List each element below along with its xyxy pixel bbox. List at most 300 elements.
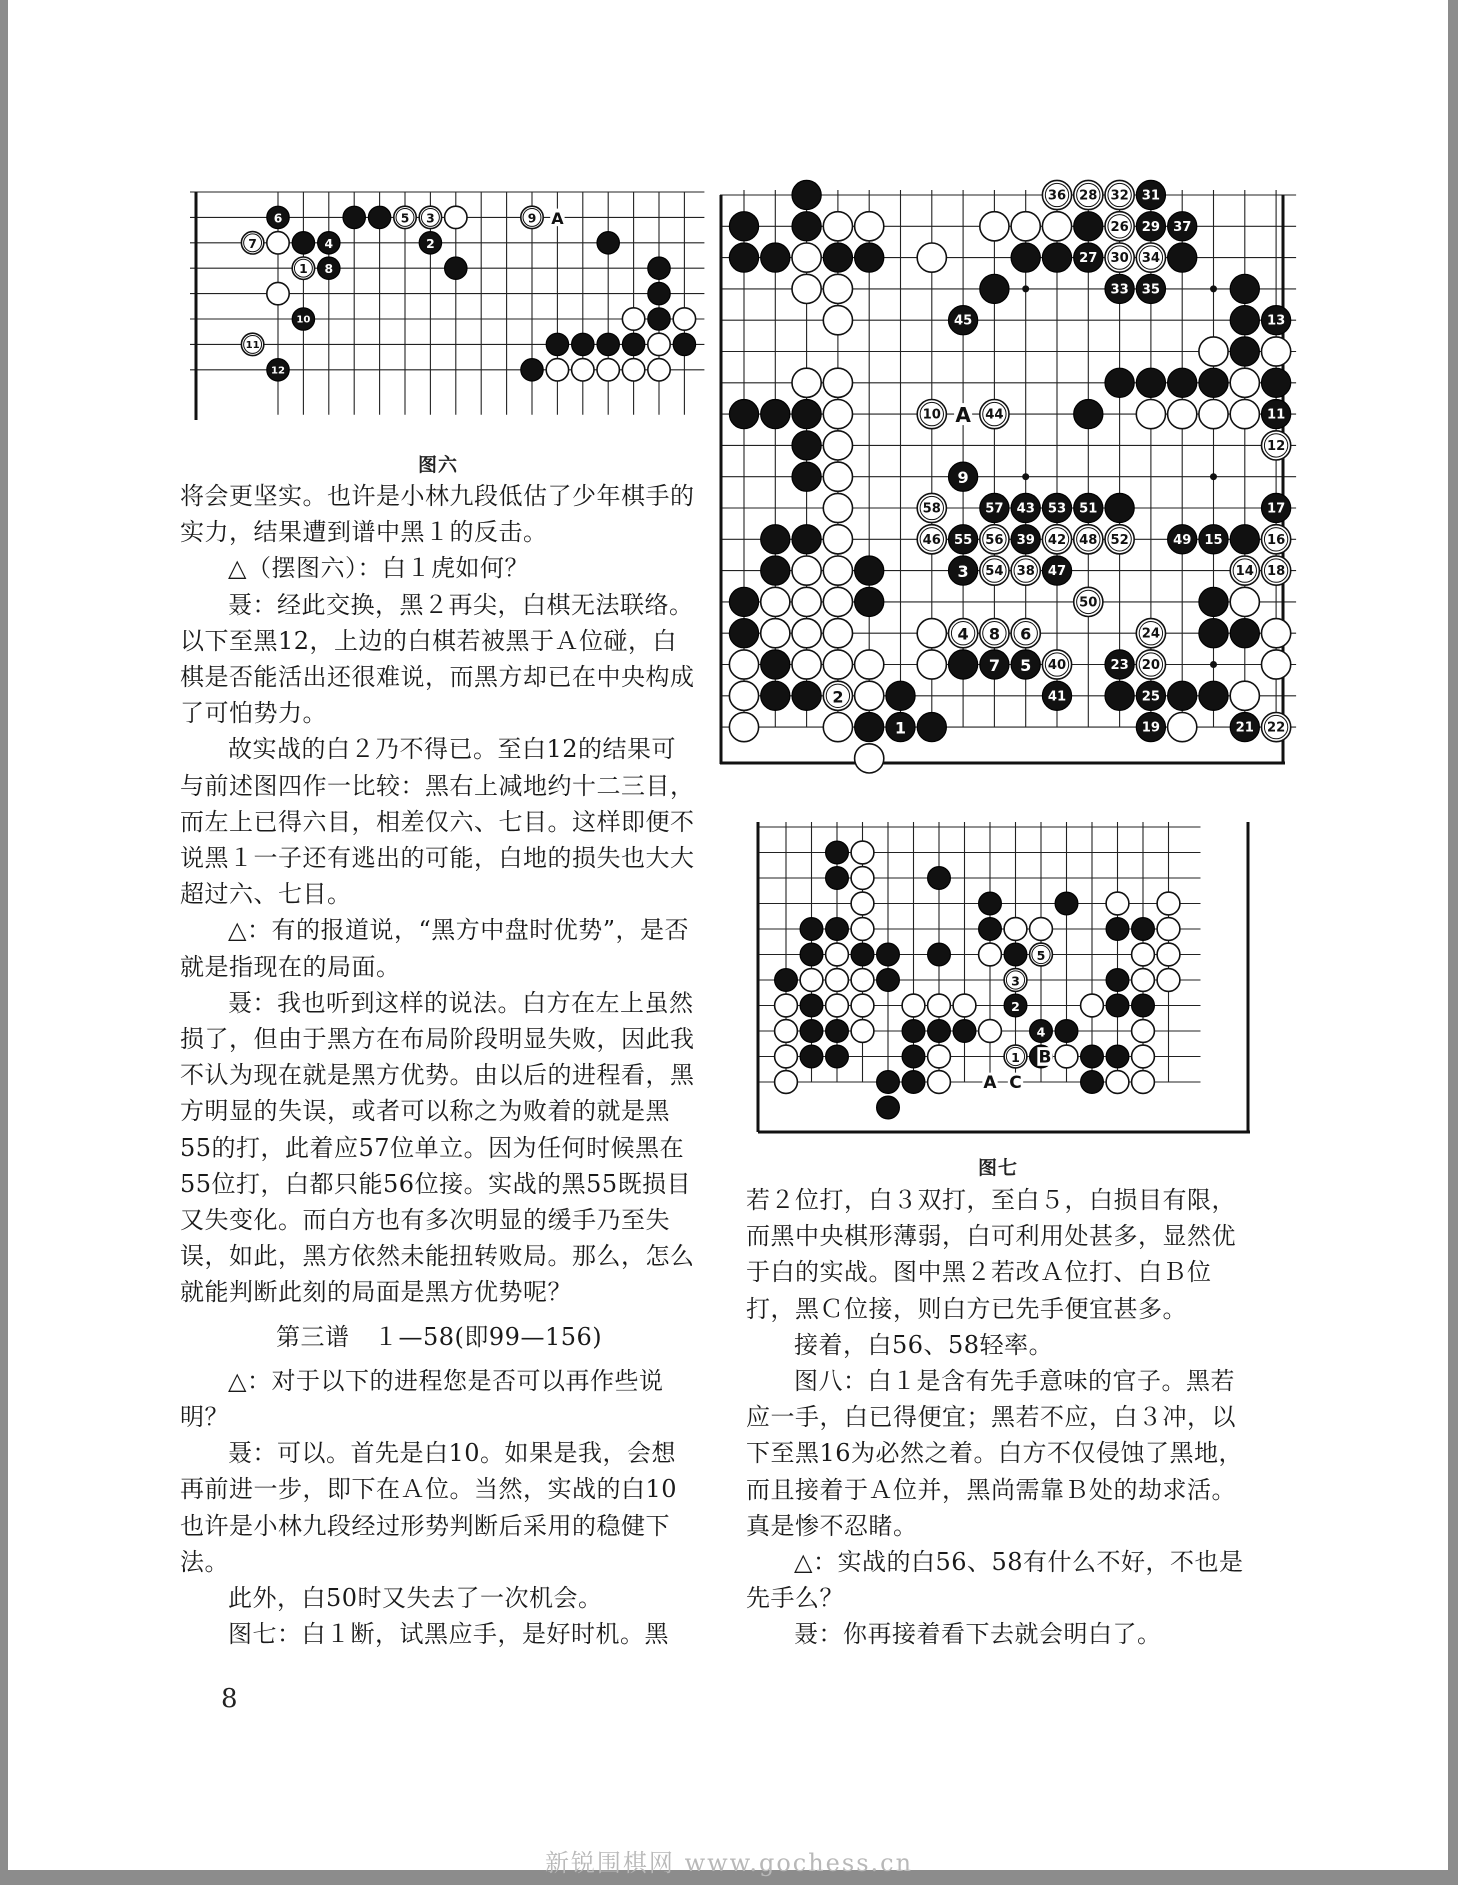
white-stone	[775, 1045, 798, 1068]
move-number: 56	[985, 532, 1004, 548]
white-stone	[823, 400, 852, 429]
black-stone	[597, 232, 619, 254]
move-number: 6	[1020, 624, 1032, 644]
star-point	[1210, 285, 1217, 292]
white-stone	[928, 1045, 951, 1068]
black-stone	[761, 650, 790, 679]
black-stone	[800, 994, 823, 1017]
move-number: 20	[1141, 658, 1161, 673]
black-stone	[761, 400, 790, 429]
move-number: 29	[1141, 219, 1161, 235]
go-diagram-fig7	[758, 822, 1258, 1147]
go-board-main	[720, 190, 1285, 780]
white-stone	[1168, 713, 1197, 742]
black-stone	[877, 1071, 900, 1094]
white-stone	[1004, 918, 1027, 941]
black-stone	[877, 943, 900, 966]
move-number: 52	[1110, 532, 1129, 548]
black-stone	[851, 943, 874, 966]
black-stone	[826, 1020, 849, 1043]
black-stone	[1199, 368, 1228, 397]
white-stone	[823, 212, 852, 241]
white-stone	[1030, 918, 1053, 941]
move-number: 14	[1235, 564, 1254, 580]
paragraph: 聂：可以。首先是白10。如果是我，会想再前进一步，即下在Ａ位。当然，实战的白10也许是小林九段经过形势判断后采用的稳健下法。	[180, 1439, 678, 1576]
move-number: 31	[1141, 188, 1161, 204]
white-stone	[928, 994, 951, 1017]
move-number: 25	[1141, 689, 1161, 705]
move-number: 11	[1266, 407, 1286, 423]
move-number: 36	[1047, 188, 1067, 204]
paragraph: △：对于以下的进程您是否可以再作些说明？	[180, 1366, 664, 1432]
black-stone	[761, 525, 790, 554]
board-grid	[190, 192, 704, 420]
white-stone	[775, 994, 798, 1017]
point-label: A	[551, 208, 564, 228]
move-number: 8	[988, 624, 1000, 644]
move-number: 19	[1141, 720, 1161, 736]
white-stone	[775, 1020, 798, 1043]
paragraph: 若２位打，白３双打，至白５，白损目有限，而黑中央棋形薄弱，白可利用处甚多，显然优于白的实战。图中黑２若改Ａ位打、白Ｂ位打，黑Ｃ位接，则白方已先手便宜甚多。	[746, 1186, 1236, 1323]
white-stone	[823, 306, 852, 335]
black-stone	[980, 274, 1009, 303]
page-number: 8	[221, 1684, 238, 1714]
black-stone	[1136, 368, 1165, 397]
black-stone	[1055, 892, 1078, 915]
black-stone	[1230, 306, 1259, 335]
move-number: 42	[1047, 532, 1067, 548]
move-number: 53	[1047, 501, 1067, 517]
white-stone	[1230, 368, 1259, 397]
white-stone	[851, 867, 874, 890]
move-number: 1	[1011, 1050, 1020, 1065]
move-number: 27	[1079, 251, 1098, 267]
move-number: 57	[985, 501, 1004, 517]
move-number: 2	[1011, 999, 1020, 1014]
white-stone	[792, 587, 821, 616]
black-stone	[800, 1045, 823, 1068]
white-stone	[855, 681, 884, 710]
move-number: 3	[1011, 973, 1020, 989]
move-number: 43	[1016, 501, 1035, 517]
black-stone	[729, 400, 758, 429]
black-stone	[1230, 619, 1259, 648]
star-point	[1210, 661, 1217, 668]
white-stone	[1262, 337, 1291, 366]
move-number: 3	[957, 562, 969, 582]
point-label: A	[955, 403, 971, 428]
move-number: 3	[426, 211, 435, 226]
white-stone	[1132, 943, 1155, 966]
black-stone	[826, 841, 849, 864]
white-stone	[1042, 212, 1071, 241]
white-stone	[823, 713, 852, 742]
white-stone	[267, 232, 289, 254]
black-stone	[902, 1045, 925, 1068]
move-number: 18	[1266, 564, 1286, 580]
white-stone	[823, 587, 852, 616]
move-number: 6	[273, 211, 283, 226]
black-stone	[886, 681, 915, 710]
white-stone	[1011, 212, 1040, 241]
watermark-footer: 新锐围棋网 www.gochess.cn	[544, 1849, 914, 1877]
white-stone	[823, 368, 852, 397]
white-stone	[648, 359, 670, 381]
white-stone	[1055, 1045, 1078, 1068]
black-stone	[1042, 243, 1071, 272]
go-board-fig6	[190, 190, 690, 430]
book-page	[8, 0, 1448, 1870]
white-stone	[1132, 969, 1155, 992]
move-number: 10	[296, 314, 311, 326]
black-stone	[1230, 337, 1259, 366]
white-stone	[800, 969, 823, 992]
white-stone	[823, 493, 852, 522]
black-stone	[729, 243, 758, 272]
move-number: 12	[270, 365, 286, 377]
section-heading: 第三谱 １—58(即99—156)	[276, 1322, 603, 1351]
white-stone	[1262, 650, 1291, 679]
black-stone	[1168, 681, 1197, 710]
black-stone	[826, 867, 849, 890]
move-number: 13	[1266, 313, 1286, 329]
white-stone	[1106, 1071, 1129, 1094]
white-stone	[823, 462, 852, 491]
move-number: 22	[1266, 720, 1286, 736]
star-point	[1210, 473, 1217, 480]
paragraph: 此外，白50时又失去了一次机会。	[228, 1584, 603, 1613]
black-stone	[928, 1020, 951, 1043]
white-stone	[1168, 400, 1197, 429]
point-label: A	[983, 1073, 997, 1093]
move-number: 5	[1020, 656, 1032, 675]
white-stone	[1157, 892, 1180, 915]
black-stone	[1199, 681, 1228, 710]
white-stone	[855, 212, 884, 241]
move-number: 34	[1141, 251, 1161, 267]
black-stone	[761, 681, 790, 710]
white-stone	[792, 243, 821, 272]
black-stone	[1262, 368, 1291, 397]
white-stone	[851, 969, 874, 992]
move-number: 58	[922, 501, 941, 517]
black-stone	[800, 918, 823, 941]
black-stone	[877, 1096, 900, 1119]
white-stone	[917, 619, 946, 648]
white-stone	[1230, 587, 1259, 616]
white-stone	[823, 274, 852, 303]
white-stone	[823, 650, 852, 679]
move-number: 1	[299, 262, 308, 277]
black-stone	[775, 969, 798, 992]
move-number: 9	[957, 468, 969, 488]
black-stone	[1105, 493, 1134, 522]
black-stone	[792, 681, 821, 710]
move-number: 5	[1036, 948, 1046, 963]
white-stone	[572, 359, 594, 381]
black-stone	[761, 243, 790, 272]
white-stone	[597, 359, 619, 381]
black-stone	[521, 359, 543, 381]
move-number: 40	[1047, 658, 1067, 673]
paragraph: △（摆图六）：白１虎如何？	[228, 554, 529, 583]
black-stone	[877, 969, 900, 992]
paragraph: 接着，白56、58轻率。	[794, 1330, 1054, 1359]
white-stone	[980, 212, 1009, 241]
white-stone	[826, 969, 849, 992]
move-number: 54	[985, 564, 1004, 580]
black-stone	[1106, 918, 1129, 941]
black-stone	[823, 243, 852, 272]
black-stone	[979, 892, 1002, 915]
black-stone	[792, 212, 821, 241]
paragraph: 聂：我也听到这样的说法。白方在左上虽然损了，但由于黑方在布局阶段明显失败，因此我不认为现在就是黑方优势。由以后的进程看，黑方明显的失误，或者可以称之为败着的就是黑55的打，此着应57位单立。因为任何时候黑在55位打，白都只能56位接。实战的黑55既损目又失变化。而白方也有多次明显的缓手乃至失误，如此，黑方依然未能扭转败局。那么，怎么就能判断此刻的局面是黑方优势呢？	[180, 988, 695, 1307]
move-number: 35	[1141, 282, 1161, 298]
black-stone	[1074, 400, 1103, 429]
black-stone	[729, 587, 758, 616]
black-stone	[855, 243, 884, 272]
paragraph: 聂：你再接着看下去就会明白了。	[794, 1620, 1162, 1649]
black-stone	[1106, 994, 1129, 1017]
white-stone	[792, 650, 821, 679]
white-stone	[761, 619, 790, 648]
black-stone	[979, 918, 1002, 941]
paragraph: △：有的报道说，“黑方中盘时优势”，是否就是指现在的局面。	[180, 916, 689, 981]
move-number: 47	[1047, 564, 1067, 580]
point-label: B	[1038, 1047, 1052, 1068]
left-text-column	[180, 478, 698, 1653]
move-number: 46	[922, 532, 941, 548]
white-stone	[902, 994, 925, 1017]
paragraph: 故实战的白２乃不得已。至白12的结果可与前述图四作一比较：黑右上减地约十二三目，而左上已得六目，相差仅六、七目。这样即便不说黑１一子还有逃出的可能，白地的损失也大大超过六、七目。	[180, 735, 695, 909]
black-stone	[648, 282, 670, 304]
black-stone	[761, 556, 790, 585]
black-stone	[673, 333, 695, 355]
white-stone	[823, 556, 852, 585]
white-stone	[792, 556, 821, 585]
move-number: 4	[957, 624, 969, 644]
black-stone	[826, 1045, 849, 1068]
white-stone	[823, 619, 852, 648]
move-number: 1	[894, 718, 907, 738]
paragraph: 聂：经此交换，黑２再尖，白棋无法联络。以下至黑12，上边的白棋若被黑于Ａ位碰，白棋是否能活出还很难说，而黑方却已在中央构成了可怕势力。	[180, 590, 695, 728]
white-stone	[851, 841, 874, 864]
white-stone	[1132, 1020, 1155, 1043]
black-stone	[368, 206, 390, 228]
black-stone	[648, 308, 670, 330]
move-number: 26	[1110, 219, 1129, 235]
move-number: 2	[832, 687, 844, 707]
move-number: 41	[1047, 689, 1067, 705]
white-stone	[1132, 1071, 1155, 1094]
move-number: 38	[1016, 564, 1035, 580]
white-stone	[1136, 400, 1165, 429]
white-stone	[1081, 994, 1104, 1017]
move-number: 44	[985, 407, 1004, 423]
black-stone	[729, 619, 758, 648]
black-stone	[826, 918, 849, 941]
white-stone	[267, 282, 289, 304]
white-stone	[953, 994, 976, 1017]
white-stone	[851, 918, 874, 941]
black-stone	[1199, 587, 1228, 616]
star-point	[1022, 473, 1029, 480]
point-label: C	[1009, 1073, 1022, 1093]
go-diagram-main	[720, 190, 1285, 780]
black-stone	[1074, 212, 1103, 241]
move-number: 9	[527, 211, 537, 226]
white-stone	[851, 892, 874, 915]
white-stone	[979, 1020, 1002, 1043]
black-stone	[292, 232, 314, 254]
go-diagram-fig6	[190, 190, 690, 430]
paragraph: 将会更坚实。也许是小林九段低估了少年棋手的实力，结果遭到谱中黑１的反击。	[180, 482, 695, 547]
black-stone	[1132, 994, 1155, 1017]
black-stone	[792, 525, 821, 554]
white-stone	[1157, 969, 1180, 992]
white-stone	[792, 619, 821, 648]
white-stone	[1199, 400, 1228, 429]
figure-caption-fig7: 图七	[978, 1157, 1019, 1179]
white-stone	[729, 681, 758, 710]
black-stone	[917, 713, 946, 742]
white-stone	[979, 943, 1002, 966]
white-stone	[917, 650, 946, 679]
white-stone	[855, 650, 884, 679]
black-stone	[1105, 681, 1134, 710]
move-number: 37	[1173, 219, 1192, 235]
white-stone	[851, 994, 874, 1017]
move-number: 24	[1141, 626, 1161, 642]
white-stone	[855, 744, 884, 773]
right-text-column	[746, 1182, 1258, 1653]
move-number: 4	[1036, 1024, 1046, 1040]
move-number: 32	[1110, 188, 1129, 204]
white-stone	[1230, 400, 1259, 429]
black-stone	[1011, 243, 1040, 272]
white-stone	[1262, 619, 1291, 648]
black-stone	[1106, 1045, 1129, 1068]
black-stone	[792, 400, 821, 429]
black-stone	[792, 462, 821, 491]
black-stone	[902, 1071, 925, 1094]
black-stone	[1199, 619, 1228, 648]
move-number: 7	[988, 656, 1000, 675]
white-stone	[622, 308, 644, 330]
move-number: 23	[1110, 658, 1129, 673]
black-stone	[949, 650, 978, 679]
black-stone	[597, 333, 619, 355]
move-number: 2	[426, 236, 435, 251]
white-stone	[445, 206, 467, 228]
black-stone	[792, 431, 821, 460]
black-stone	[729, 212, 758, 241]
paragraph: △：实战的白56、58有什么不好，不也是先手么？	[746, 1548, 1244, 1613]
white-stone	[775, 1071, 798, 1094]
black-stone	[546, 333, 568, 355]
white-stone	[928, 1071, 951, 1094]
move-number: 28	[1079, 188, 1098, 204]
white-stone	[761, 587, 790, 616]
black-stone	[1132, 918, 1155, 941]
white-stone	[826, 943, 849, 966]
move-number: 7	[248, 236, 257, 251]
black-stone	[928, 943, 951, 966]
black-stone	[1230, 525, 1259, 554]
move-number: 4	[324, 236, 334, 251]
black-stone	[1081, 1071, 1104, 1094]
move-number: 5	[400, 211, 410, 226]
move-number: 21	[1235, 720, 1254, 736]
black-stone	[1081, 1045, 1104, 1068]
black-stone	[855, 713, 884, 742]
black-stone	[902, 1020, 925, 1043]
white-stone	[546, 359, 568, 381]
white-stone	[622, 359, 644, 381]
black-stone	[800, 1020, 823, 1043]
move-number: 12	[1266, 438, 1286, 454]
move-number: 30	[1110, 251, 1129, 267]
black-stone	[1105, 368, 1134, 397]
move-number: 10	[922, 407, 941, 423]
white-stone	[826, 994, 849, 1017]
move-number: 15	[1204, 532, 1223, 548]
white-stone	[792, 274, 821, 303]
white-stone	[1199, 337, 1228, 366]
black-stone	[572, 333, 594, 355]
white-stone	[1132, 1045, 1155, 1068]
black-stone	[1106, 969, 1129, 992]
white-stone	[823, 431, 852, 460]
figure-caption-fig6: 图六	[418, 454, 459, 476]
white-stone	[1106, 892, 1129, 915]
move-number: 45	[953, 313, 973, 329]
white-stone	[851, 1020, 874, 1043]
black-stone	[928, 867, 951, 890]
paragraph: 图八：白１是含有先手意味的官子。黑若应一手，白已得便宜；黑若不应，白３冲，以下至黑16为必然之着。白方不仅侵蚀了黑地，而且接着于Ａ位并，黑尚需靠Ｂ处的劫求活。真是惨不忍睹。	[746, 1367, 1244, 1540]
move-number: 49	[1173, 532, 1192, 548]
black-stone	[855, 587, 884, 616]
black-stone	[800, 943, 823, 966]
black-stone	[953, 1020, 976, 1043]
white-stone	[729, 713, 758, 742]
black-stone	[648, 257, 670, 279]
white-stone	[917, 243, 946, 272]
white-stone	[729, 650, 758, 679]
black-stone	[1168, 243, 1197, 272]
star-point	[1022, 285, 1029, 292]
move-number: 16	[1266, 532, 1286, 548]
black-stone	[855, 556, 884, 585]
move-number: 50	[1079, 595, 1098, 611]
move-number: 39	[1016, 532, 1035, 548]
paragraph: 图七：白１断，试黑应手，是好时机。黑	[228, 1620, 669, 1649]
move-number: 17	[1266, 501, 1286, 517]
move-number: 11	[245, 339, 260, 351]
white-stone	[792, 368, 821, 397]
white-stone	[648, 333, 670, 355]
white-stone	[1157, 943, 1180, 966]
white-stone	[823, 525, 852, 554]
move-number: 55	[953, 532, 973, 548]
go-board-fig7	[758, 822, 1258, 1147]
white-stone	[1157, 918, 1180, 941]
move-number: 33	[1110, 282, 1129, 298]
white-stone	[673, 308, 695, 330]
move-number: 8	[324, 262, 334, 277]
black-stone	[1055, 1020, 1078, 1043]
black-stone	[1168, 368, 1197, 397]
